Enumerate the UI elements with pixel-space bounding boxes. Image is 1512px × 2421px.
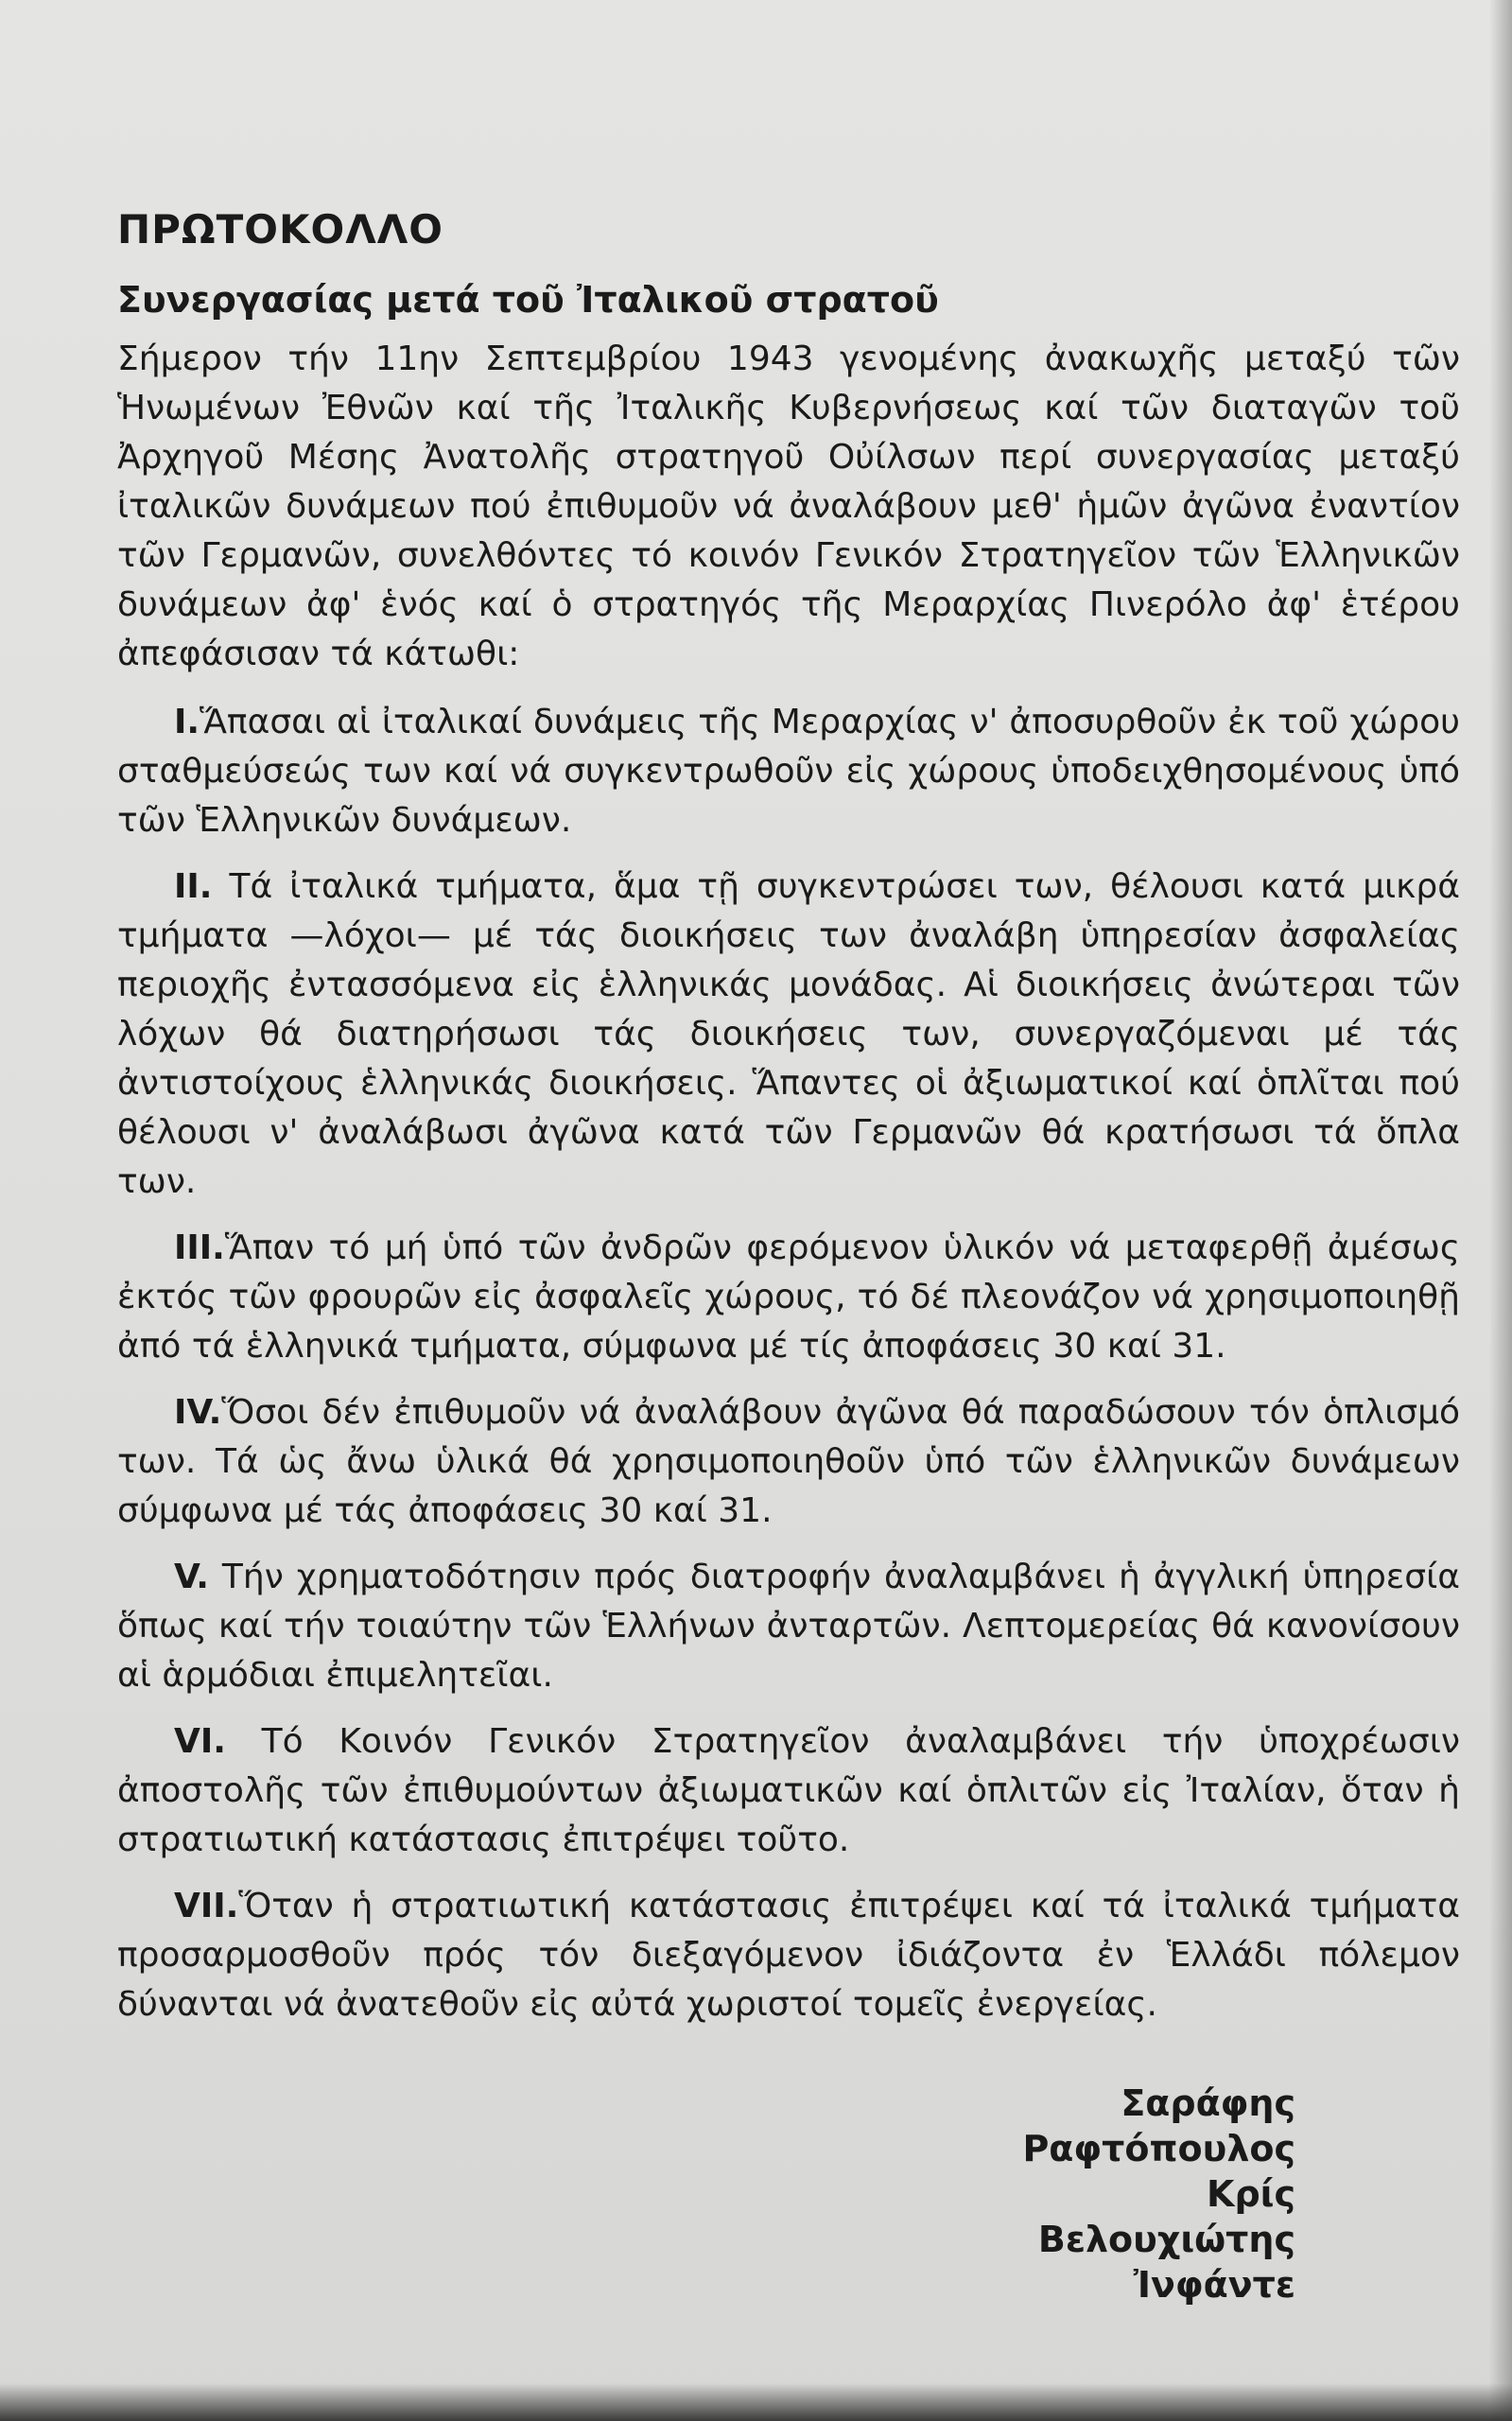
protocol-text [117, 199, 1460, 2047]
clause-number: VII. [174, 1887, 239, 1925]
page-bottom-shadow [0, 2383, 1512, 2421]
clause-text: Τήν χρηματοδότησιν πρός διατροφήν ἀναλαμβάνει ἡ ἀγγλική ὑπηρεσία ὅπως καί τήν τοιαύτην τῶν Ἑλλήνων ἀνταρτῶν. Λεπτομερείας θά κανονίσουν αἱ ἁρμόδιαι ἐπιμελητεῖαι. [117, 1558, 1460, 1695]
clause-text: Ὅταν ἡ στρατιωτική κατάστασις ἐπιτρέψει καί τά ἰταλικά τμήματα προσαρμοσθοῦν πρός τόν διεξαγόμενον ἰδιάζοντα ἐν Ἑλλάδι πόλεμον δύνανται νά ἀνατεθοῦν εἰς αὐτά χωριστοί τομεῖς ἐνεργείας. [117, 1887, 1460, 2024]
signature-name: Κρίς [1207, 2173, 1295, 2215]
clause-3 [117, 1224, 1460, 1371]
clause-4 [117, 1388, 1460, 1536]
clause-1 [117, 698, 1460, 845]
signature-name: Βελουχιώτης [1037, 2219, 1295, 2260]
signature-block [851, 2081, 1295, 2308]
signature-name: Σαράφης [1121, 2082, 1295, 2124]
clause-number: V. [174, 1558, 209, 1596]
clause-text: Τά ἰταλικά τμήματα, ἅμα τῇ συγκεντρώσει των, θέλουσι κατά μικρά τμήματα —λόχοι— μέ τάς διοικήσεις των ἀναλάβη ὑπηρεσίαν ἀσφαλείας περιοχῆς ἐντασσόμενα εἰς ἑλληνικάς μονάδας. Αἱ διοικήσεις ἀνώτεραι τῶν λόχων θά διατηρήσωσι τάς διοικήσεις των, συνεργαζόμεναι μέ τάς ἀντιστοίχους ἑλληνικάς διοικήσεις. Ἅπαντες οἱ ἀξιωματικοί καί ὁπλῖται πού θέλουσι ν' ἀναλάβωσι ἀγῶνα κατά τῶν Γερμανῶν θά κρατήσωσι τά ὅπλα των. [117, 867, 1460, 1201]
clause-number: IV. [174, 1393, 222, 1432]
clause-5 [117, 1553, 1460, 1700]
document-subtitle: Συνεργασίας μετά τοῦ Ἰταλικοῦ στρατοῦ [117, 279, 939, 321]
clause-7 [117, 1882, 1460, 2029]
document-title: ΠΡΩΤΟΚΟΛΛΟ [117, 206, 443, 253]
clause-number: VI. [174, 1722, 226, 1761]
clause-6 [117, 1717, 1460, 1865]
clause-text: Τό Κοινόν Γενικόν Στρατηγεῖον ἀναλαμβάνει τήν ὑποχρέωσιν ἀποστολῆς τῶν ἐπιθυμούντων ἀξιωματικῶν καί ὁπλιτῶν εἰς Ἰταλίαν, ὅταν ἡ στρατιωτική κατάστασις ἐπιτρέψει τοῦτο. [117, 1722, 1460, 1859]
clause-text: Ὅσοι δέν ἐπιθυμοῦν νά ἀναλάβουν ἀγῶνα θά παραδώσουν τόν ὁπλισμό των. Τά ὡς ἄνω ὑλικά θά χρησιμοποιηθοῦν ὑπό τῶν ἑλληνικῶν δυνάμεων σύμφωνα μέ τάς ἀποφάσεις 30 καί 31. [117, 1393, 1460, 1530]
clause-text: Ἅπασαι αἱ ἰταλικαί δυνάμεις τῆς Μεραρχίας ν' ἀποσυρθοῦν ἐκ τοῦ χώρου σταθμεύσεώς των καί νά συγκεντρωθοῦν εἰς χώρους ὑποδειχθησομένους ὑπό τῶν Ἑλληνικῶν δυνάμεων. [117, 703, 1460, 840]
clause-2 [117, 862, 1460, 1207]
clause-number: II. [174, 867, 213, 906]
intro-paragraph: Σήμερον τήν 11ην Σεπτεμβρίου 1943 γενομένης ἀνακωχῆς μεταξύ τῶν Ἡνωμένων Ἐθνῶν καί τῆς Ἰταλικῆς Κυβερνήσεως καί τῶν διαταγῶν τοῦ Ἀρχηγοῦ Μέσης Ἀνατολῆς στρατηγοῦ Οὐίλσων περί συνεργασίας μεταξύ ἰταλικῶν δυνάμεων πού ἐπιθυμοῦν νά ἀναλάβουν μεθ' ἡμῶν ἀγῶνα ἐναντίον τῶν Γερμανῶν, συνελθόντες τό κοινόν Γενικόν Στρατηγεῖον τῶν Ἑλληνικῶν δυνάμεων ἀφ' ἑνός καί ὁ στρατηγός τῆς Μεραρχίας Πινερόλο ἀφ' ἑτέρου ἀπεφάσισαν τά κάτωθι: [117, 340, 1460, 673]
signature-name: Ἰνφάντε [1133, 2264, 1295, 2306]
page-edge-shadow [1489, 0, 1512, 2421]
signature-name: Ραφτόπουλος [1022, 2128, 1295, 2169]
clause-number: III. [174, 1228, 225, 1267]
clause-number: I. [174, 703, 200, 741]
clause-text: Ἅπαν τό μή ὑπό τῶν ἀνδρῶν φερόμενον ὑλικόν νά μεταφερθῇ ἀμέσως ἐκτός τῶν φρουρῶν εἰς ἀσφαλεῖς χώρους, τό δέ πλεονάζον νά χρησιμοποιηθῇ ἀπό τά ἑλληνικά τμήματα, σύμφωνα μέ τίς ἀποφάσεις 30 καί 31. [117, 1228, 1460, 1366]
